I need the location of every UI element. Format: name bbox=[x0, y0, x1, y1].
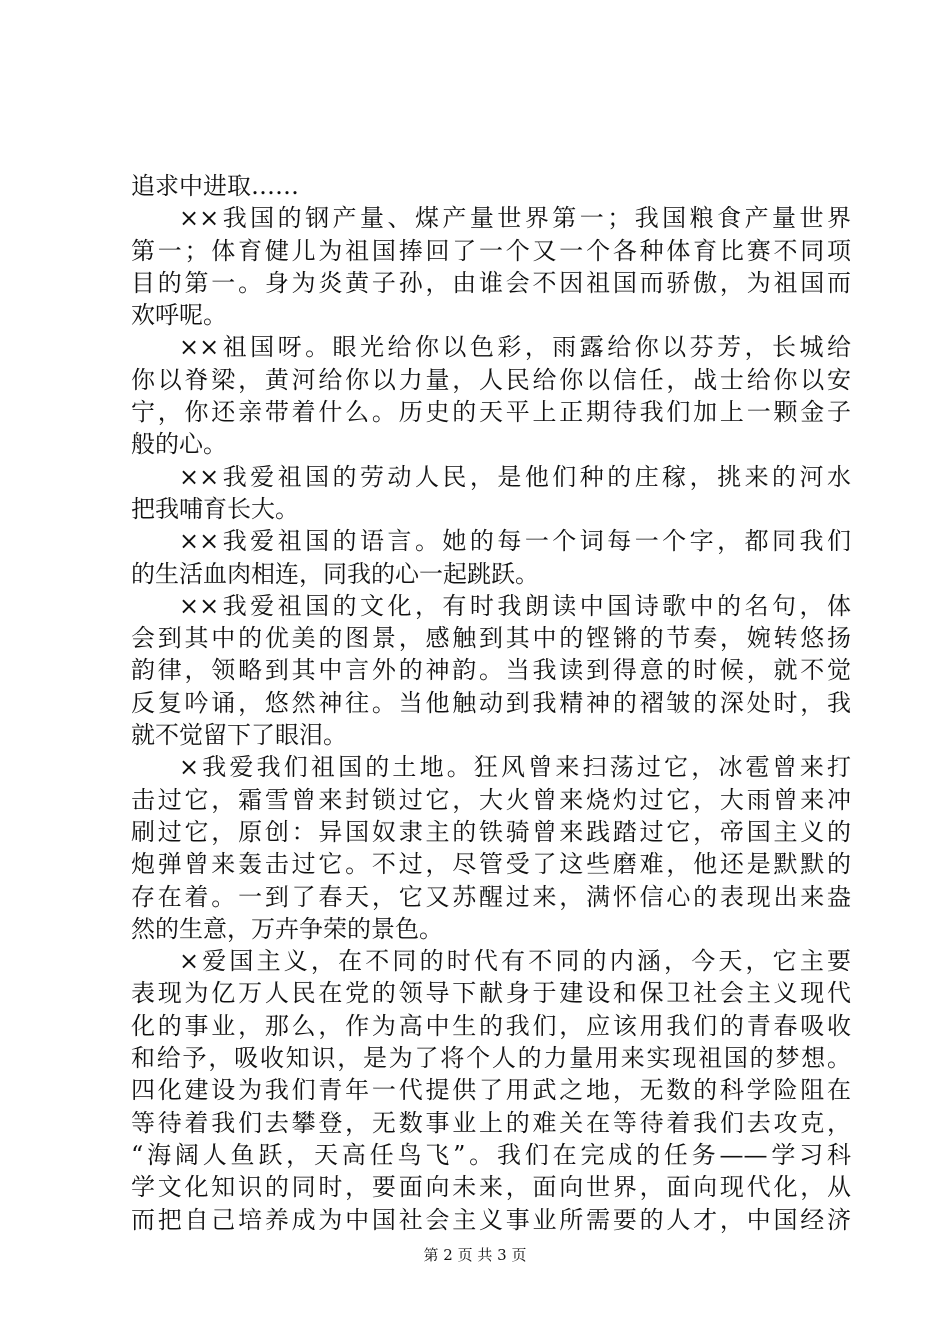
text-line: 把我哺育长大。 bbox=[131, 494, 299, 523]
text-line: ××祖国呀。眼光给你以色彩，雨露给你以芬芳，长城给 bbox=[179, 333, 851, 362]
text-line: 目的第一。身为炎黄子孙，由谁会不因祖国而骄傲，为祖国而 bbox=[131, 268, 851, 297]
text-line: 炮弹曾来轰击过它。不过，尽管受了这些磨难，他还是默默的 bbox=[131, 850, 851, 879]
text-line: 击过它，霜雪曾来封锁过它，大火曾来烧灼过它，大雨曾来冲 bbox=[131, 785, 851, 814]
text-line: 会到其中的优美的图景，感触到其中的铿锵的节奏，婉转悠扬 bbox=[131, 624, 851, 653]
text-line: ××我爱祖国的劳动人民，是他们种的庄稼，挑来的河水 bbox=[179, 462, 851, 491]
text-line: 追求中进取…… bbox=[131, 172, 299, 200]
document-body bbox=[131, 170, 851, 1236]
text-line: ××我爱祖国的文化，有时我朗读中国诗歌中的名句，体 bbox=[179, 591, 851, 620]
text-line: ×爱国主义，在不同的时代有不同的内涵，今天，它主要 bbox=[179, 947, 851, 976]
text-line: 欢呼呢。 bbox=[131, 301, 227, 330]
text-line: 就不觉留下了眼泪。 bbox=[131, 721, 347, 750]
text-line: “海阔人鱼跃，天高任鸟飞”。我们在完成的任务——学习科 bbox=[131, 1140, 851, 1169]
text-line: 等待着我们去攀登，无数事业上的难关在等待着我们去攻克， bbox=[131, 1108, 851, 1137]
text-line: 韵律，领略到其中言外的神韵。当我读到得意的时候，就不觉 bbox=[131, 656, 851, 685]
text-line: 反复吟诵，悠然神往。当他触动到我精神的褶皱的深处时，我 bbox=[131, 688, 851, 717]
text-line: ×我爱我们祖国的土地。狂风曾来扫荡过它，冰雹曾来打 bbox=[179, 753, 851, 782]
text-line: 宁，你还亲带着什么。历史的天平上正期待我们加上一颗金子 bbox=[131, 398, 851, 427]
text-line: 化的事业，那么，作为高中生的我们，应该用我们的青春吸收 bbox=[131, 1011, 851, 1040]
text-line: 第一；体育健儿为祖国捧回了一个又一个各种体育比赛不同项 bbox=[131, 236, 851, 265]
text-line: 和给予，吸收知识，是为了将个人的力量用来实现祖国的梦想。 bbox=[131, 1044, 851, 1073]
text-line: 四化建设为我们青年一代提供了用武之地，无数的科学险阻在 bbox=[131, 1076, 851, 1105]
text-line: 表现为亿万人民在党的领导下献身于建设和保卫社会主义现代 bbox=[131, 979, 851, 1008]
text-line: 然的生意，万卉争荣的景色。 bbox=[131, 914, 443, 943]
text-line: 而把自己培养成为中国社会主义事业所需要的人才，中国经济 bbox=[131, 1205, 851, 1234]
text-line: 你以脊梁，黄河给你以力量，人民给你以信任，战士给你以安 bbox=[131, 365, 851, 394]
page-footer: 第 2 页 共 3 页 bbox=[423, 1246, 527, 1264]
text-line: ××我国的钢产量、煤产量世界第一；我国粮食产量世界 bbox=[179, 204, 851, 233]
text-line: ××我爱祖国的语言。她的每一个词每一个字，都同我们 bbox=[179, 527, 851, 556]
text-line: 学文化知识的同时，要面向未来，面向世界，面向现代化，从 bbox=[131, 1173, 851, 1202]
text-line: 存在着。一到了春天，它又苏醒过来，满怀信心的表现出来盎 bbox=[131, 882, 851, 911]
text-line: 般的心。 bbox=[131, 430, 227, 459]
text-line: 的生活血肉相连，同我的心一起跳跃。 bbox=[131, 559, 539, 588]
text-line: 刷过它，原创：异国奴隶主的铁骑曾来践踏过它，帝国主义的 bbox=[131, 817, 851, 846]
